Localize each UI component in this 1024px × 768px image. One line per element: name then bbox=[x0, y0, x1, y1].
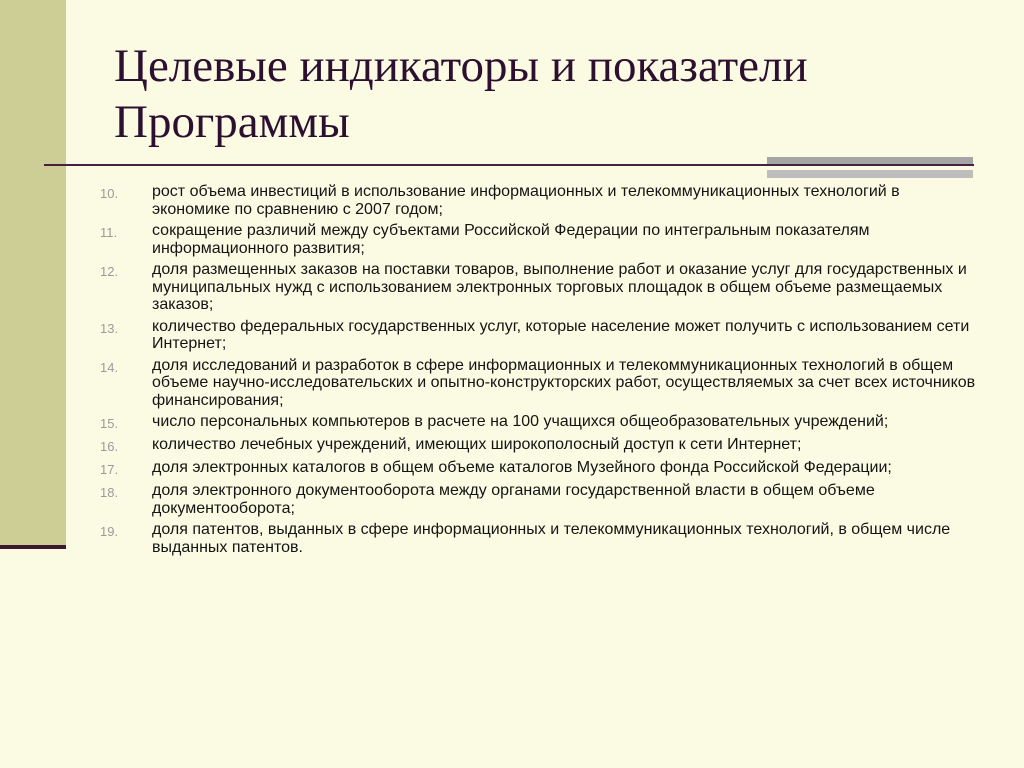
list-item-number: 12. bbox=[100, 264, 119, 279]
list-item-number: 19. bbox=[100, 524, 119, 539]
list-item bbox=[100, 222, 980, 257]
list-item bbox=[100, 318, 980, 353]
list-item-text: доля электронных каталогов в общем объеме каталогов Музейного фонда Российской Федерации; bbox=[152, 459, 892, 476]
list-item-number: 15. bbox=[100, 416, 119, 431]
side-panel-rule bbox=[0, 545, 66, 549]
list-item-text: доля исследований и разработок в сфере информационных и телекоммуникационных технологий в общем объеме научно-исследовательских и опытно-конструкторских работ, осуществляемых за счет всех источников финансирования; bbox=[152, 356, 976, 409]
list-item-number: 17. bbox=[100, 462, 119, 477]
title-accent-bar-lower bbox=[767, 170, 973, 178]
list-item bbox=[100, 261, 980, 314]
list-item bbox=[100, 459, 980, 478]
list-item-text: сокращение различий между субъектами Российской Федерации по интегральным показателям информационного развития; bbox=[152, 222, 870, 257]
side-panel bbox=[0, 0, 66, 545]
list-item bbox=[100, 436, 980, 455]
list-item-text: количество лечебных учреждений, имеющих широкополосный доступ к сети Интернет; bbox=[152, 436, 802, 453]
list-item bbox=[100, 521, 980, 556]
list-item-text: количество федеральных государственных услуг, которые население может получить с использованием сети Интернет; bbox=[152, 317, 970, 352]
list-item-number: 11. bbox=[100, 225, 118, 240]
list-item bbox=[100, 183, 980, 218]
list-item-number: 14. bbox=[100, 359, 119, 375]
list-item bbox=[100, 357, 980, 410]
indicator-list bbox=[100, 183, 980, 560]
list-item-text: доля патентов, выданных в сфере информационных и телекоммуникационных технологий, в общем числе выданных патентов. bbox=[152, 521, 951, 556]
list-item-text: число персональных компьютеров в расчете на 100 учащихся общеобразовательных учреждений; bbox=[152, 413, 889, 430]
list-item bbox=[100, 482, 980, 517]
list-item bbox=[100, 413, 980, 432]
title-divider bbox=[44, 164, 974, 166]
list-item-text: доля электронного документооборота между органами государственной власти в общем объеме документооборота; bbox=[152, 482, 875, 517]
list-item-number: 16. bbox=[100, 439, 119, 454]
list-item-number: 13. bbox=[100, 320, 119, 336]
list-item-number: 10. bbox=[100, 186, 119, 201]
list-item-text: доля размещенных заказов на поставки товаров, выполнение работ и оказание услуг для государственных и муниципальных нужд с использованием электронных торговых площадок в общем объеме размещаемых заказов; bbox=[152, 261, 967, 313]
list-item-text: рост объема инвестиций в использование информационных и телекоммуникационных технологий в экономике по сравнению с 2007 годом; bbox=[152, 183, 900, 218]
list-item-number: 18. bbox=[100, 485, 119, 500]
slide-title: Целевые индикаторы и показатели Программы bbox=[114, 40, 808, 148]
